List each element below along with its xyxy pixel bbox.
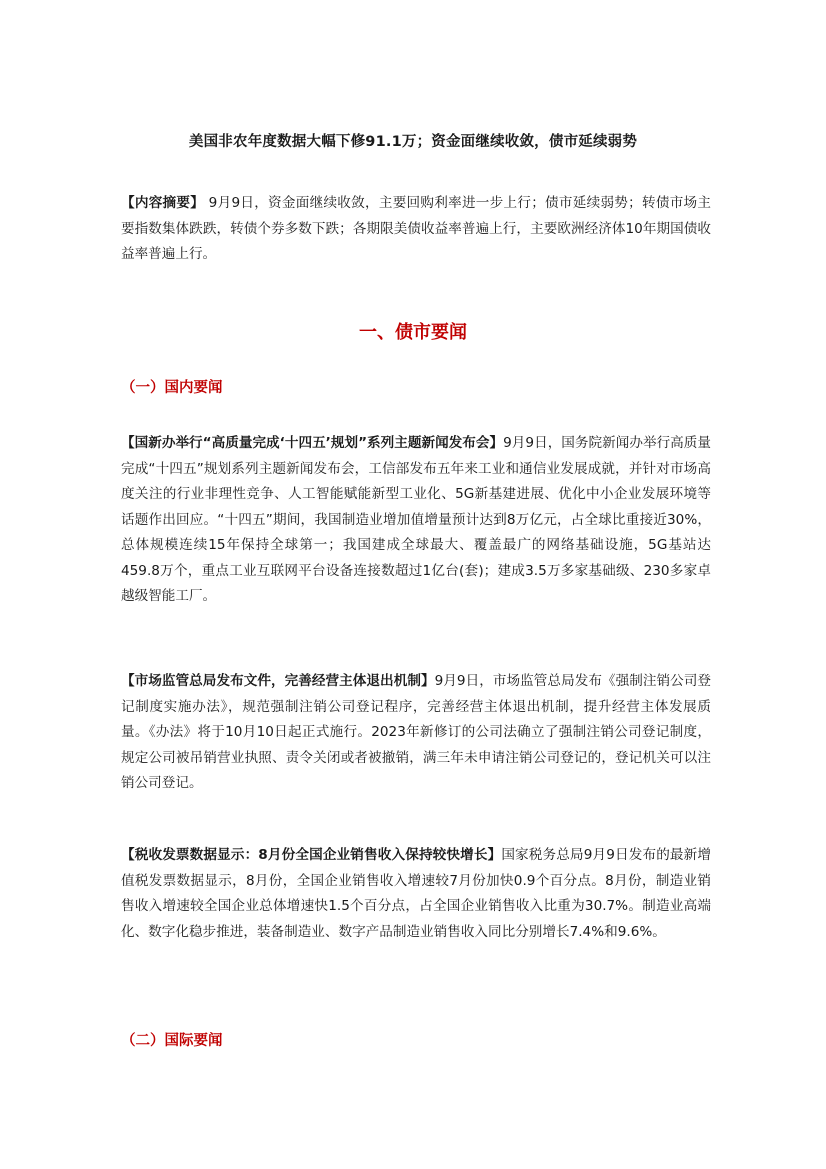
document-title: 美国非农年度数据大幅下修91.1万；资金面继续收敛，债市延续弱势 [188,134,638,150]
news-item [121,431,711,610]
subsection-heading-domestic: （一）国内要闻 [121,380,223,396]
news-headline: 【市场监管总局发布文件，完善经营主体退出机制】 [121,673,435,689]
news-body: 国家税务总局9月9日发布的最新增值税发票数据显示，8月份，全国企业销售收入增速较7月份加快0.9个百分点。8月份，制造业销售收入增速较全国企业总体增速快1.5个百分点，占全国企业销售收入比重为30.7%。制造业高端化、数字化稳步推进，装备制造业、数字产品制造业销售收入同比分别增长7.4%和9.6%。 [121,847,711,940]
subsection-heading-international: （二）国际要闻 [121,1033,223,1049]
summary-text: 9月9日，资金面继续收敛，主要回购利率进一步上行；债市延续弱势；转债市场主要指数集体跌跌，转债个券多数下跌；各期限美债收益率普遍上行，主要欧洲经济体10年期国债收益率普遍上行。 [121,195,711,262]
news-headline: 【税收发票数据显示：8月份全国企业销售收入保持较快增长】 [121,847,502,863]
summary-label: 【内容摘要】 [121,195,205,211]
section-heading-bond-news: 一、债市要闻 [359,322,467,343]
news-item [121,843,711,945]
summary-paragraph [121,191,711,268]
news-body: 9月9日，市场监管总局发布《强制注销公司登记制度实施办法》，规范强制注销公司登记程序，完善经营主体退出机制，提升经营主体发展质量。《办法》将于10月10日起正式施行。2023年新修订的公司法确立了强制注销公司登记制度，规定公司被吊销营业执照、责令关闭或者被撤销，满三年未申请注销公司登记的，登记机关可以注销公司登记。 [121,673,712,791]
news-item [121,669,711,797]
news-headline: 【国新办举行“高质量完成‘十四五’规划”系列主题新闻发布会】 [121,435,504,451]
news-body: 9月9日，国务院新闻办举行高质量完成“十四五”规划系列主题新闻发布会，工信部发布五年来工业和通信业发展成就，并针对市场高度关注的行业非理性竞争、人工智能赋能新型工业化、5G新基建进展、优化中小企业发展环境等话题作出回应。“十四五”期间，我国制造业增加值增量预计达到8万亿元，占全球比重接近30%，总体规模连续15年保持全球第一；我国建成全球最大、覆盖最广的网络基础设施，5G基站达459.8万个，重点工业互联网平台设备连接数超过1亿台(套)；建成3.5万多家基础级、230多家卓越级智能工厂。 [121,435,711,604]
